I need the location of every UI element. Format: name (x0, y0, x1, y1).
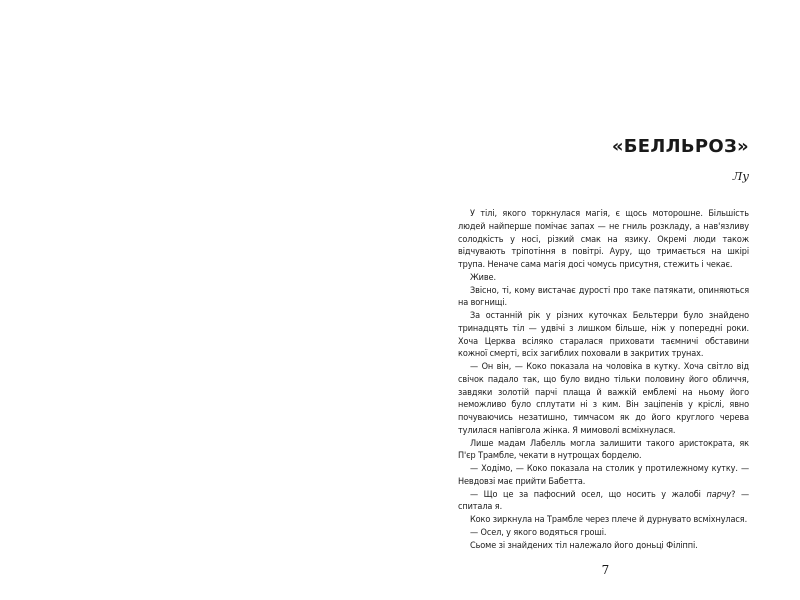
paragraph-9: Коко зиркнула на Трамбле через плече й дурнувато всміхнулася. (470, 515, 748, 525)
paragraph-7: — Ходімо, — Коко показала на столик у протилежному кутку. — Невдовзі має прийти Бабетта. (458, 464, 749, 487)
page-number-text: 7 (601, 563, 610, 577)
emphasis-word: парчу (706, 489, 732, 500)
page-number (458, 563, 749, 577)
paragraph-8: — Що це за пафосний осел, що носить у жалобі парчу? — спитала я. (458, 489, 749, 513)
right-page (458, 0, 749, 600)
paragraph-10: — Осел, у якого водяться гроші. (470, 527, 607, 538)
paragraph-5: — Он він, — Коко показала на чоловіка в кутку. Хоча світло від свічок падало так, що було видно тільки половину його обличчя, завдяки золотій парчі плаща й важкій емблемі на ньому його неможливо було сплутати ні з ким. Він заціпенів у кріслі, явно почуваючись незатишно, тимчасом як до його круглого черева тулилася напівгола жінка. Я мимоволі всміхнулася. (458, 362, 749, 436)
body-text (458, 208, 749, 552)
paragraph-4: За останній рік у різних куточках Бельтерри було знайдено тринадцять тіл — удвічі з лишком більше, ніж у попередні роки. Хоча Церква всіляко старалася приховати таємничі обставини кожної смерті, всіх загиблих поховали в закритих трунах. (458, 311, 749, 360)
paragraph-6: Лише мадам Лабелль могла залишити такого аристократа, як П'єр Трамбле, чекати в нутрощах борделю. (458, 438, 749, 462)
paragraph-1: У тілі, якого торкнулася магія, є щось моторошне. Більшість людей найперше помічає запах — не гниль розкладу, а нав'язливу солодкість у носі, різкий смак на язику. Окремі люди також відчувають тріпотіння в повітрі. Ауру, що тримається на шкірі трупа. Неначе сама магія досі чомусь присутня, стежить і чекає. (458, 209, 749, 270)
chapter-title: «БЕЛЛЬРОЗ» (611, 136, 749, 157)
paragraph-3: Звісно, ті, кому вистачає дурості про таке патякати, опиняються на вогнищі. (458, 285, 749, 309)
paragraph-11: Сьоме зі знайдених тіл належало його доньці Філіппі. (470, 540, 698, 551)
chapter-narrator: Лу (732, 169, 749, 183)
paragraph-2: Живе. (470, 272, 496, 283)
